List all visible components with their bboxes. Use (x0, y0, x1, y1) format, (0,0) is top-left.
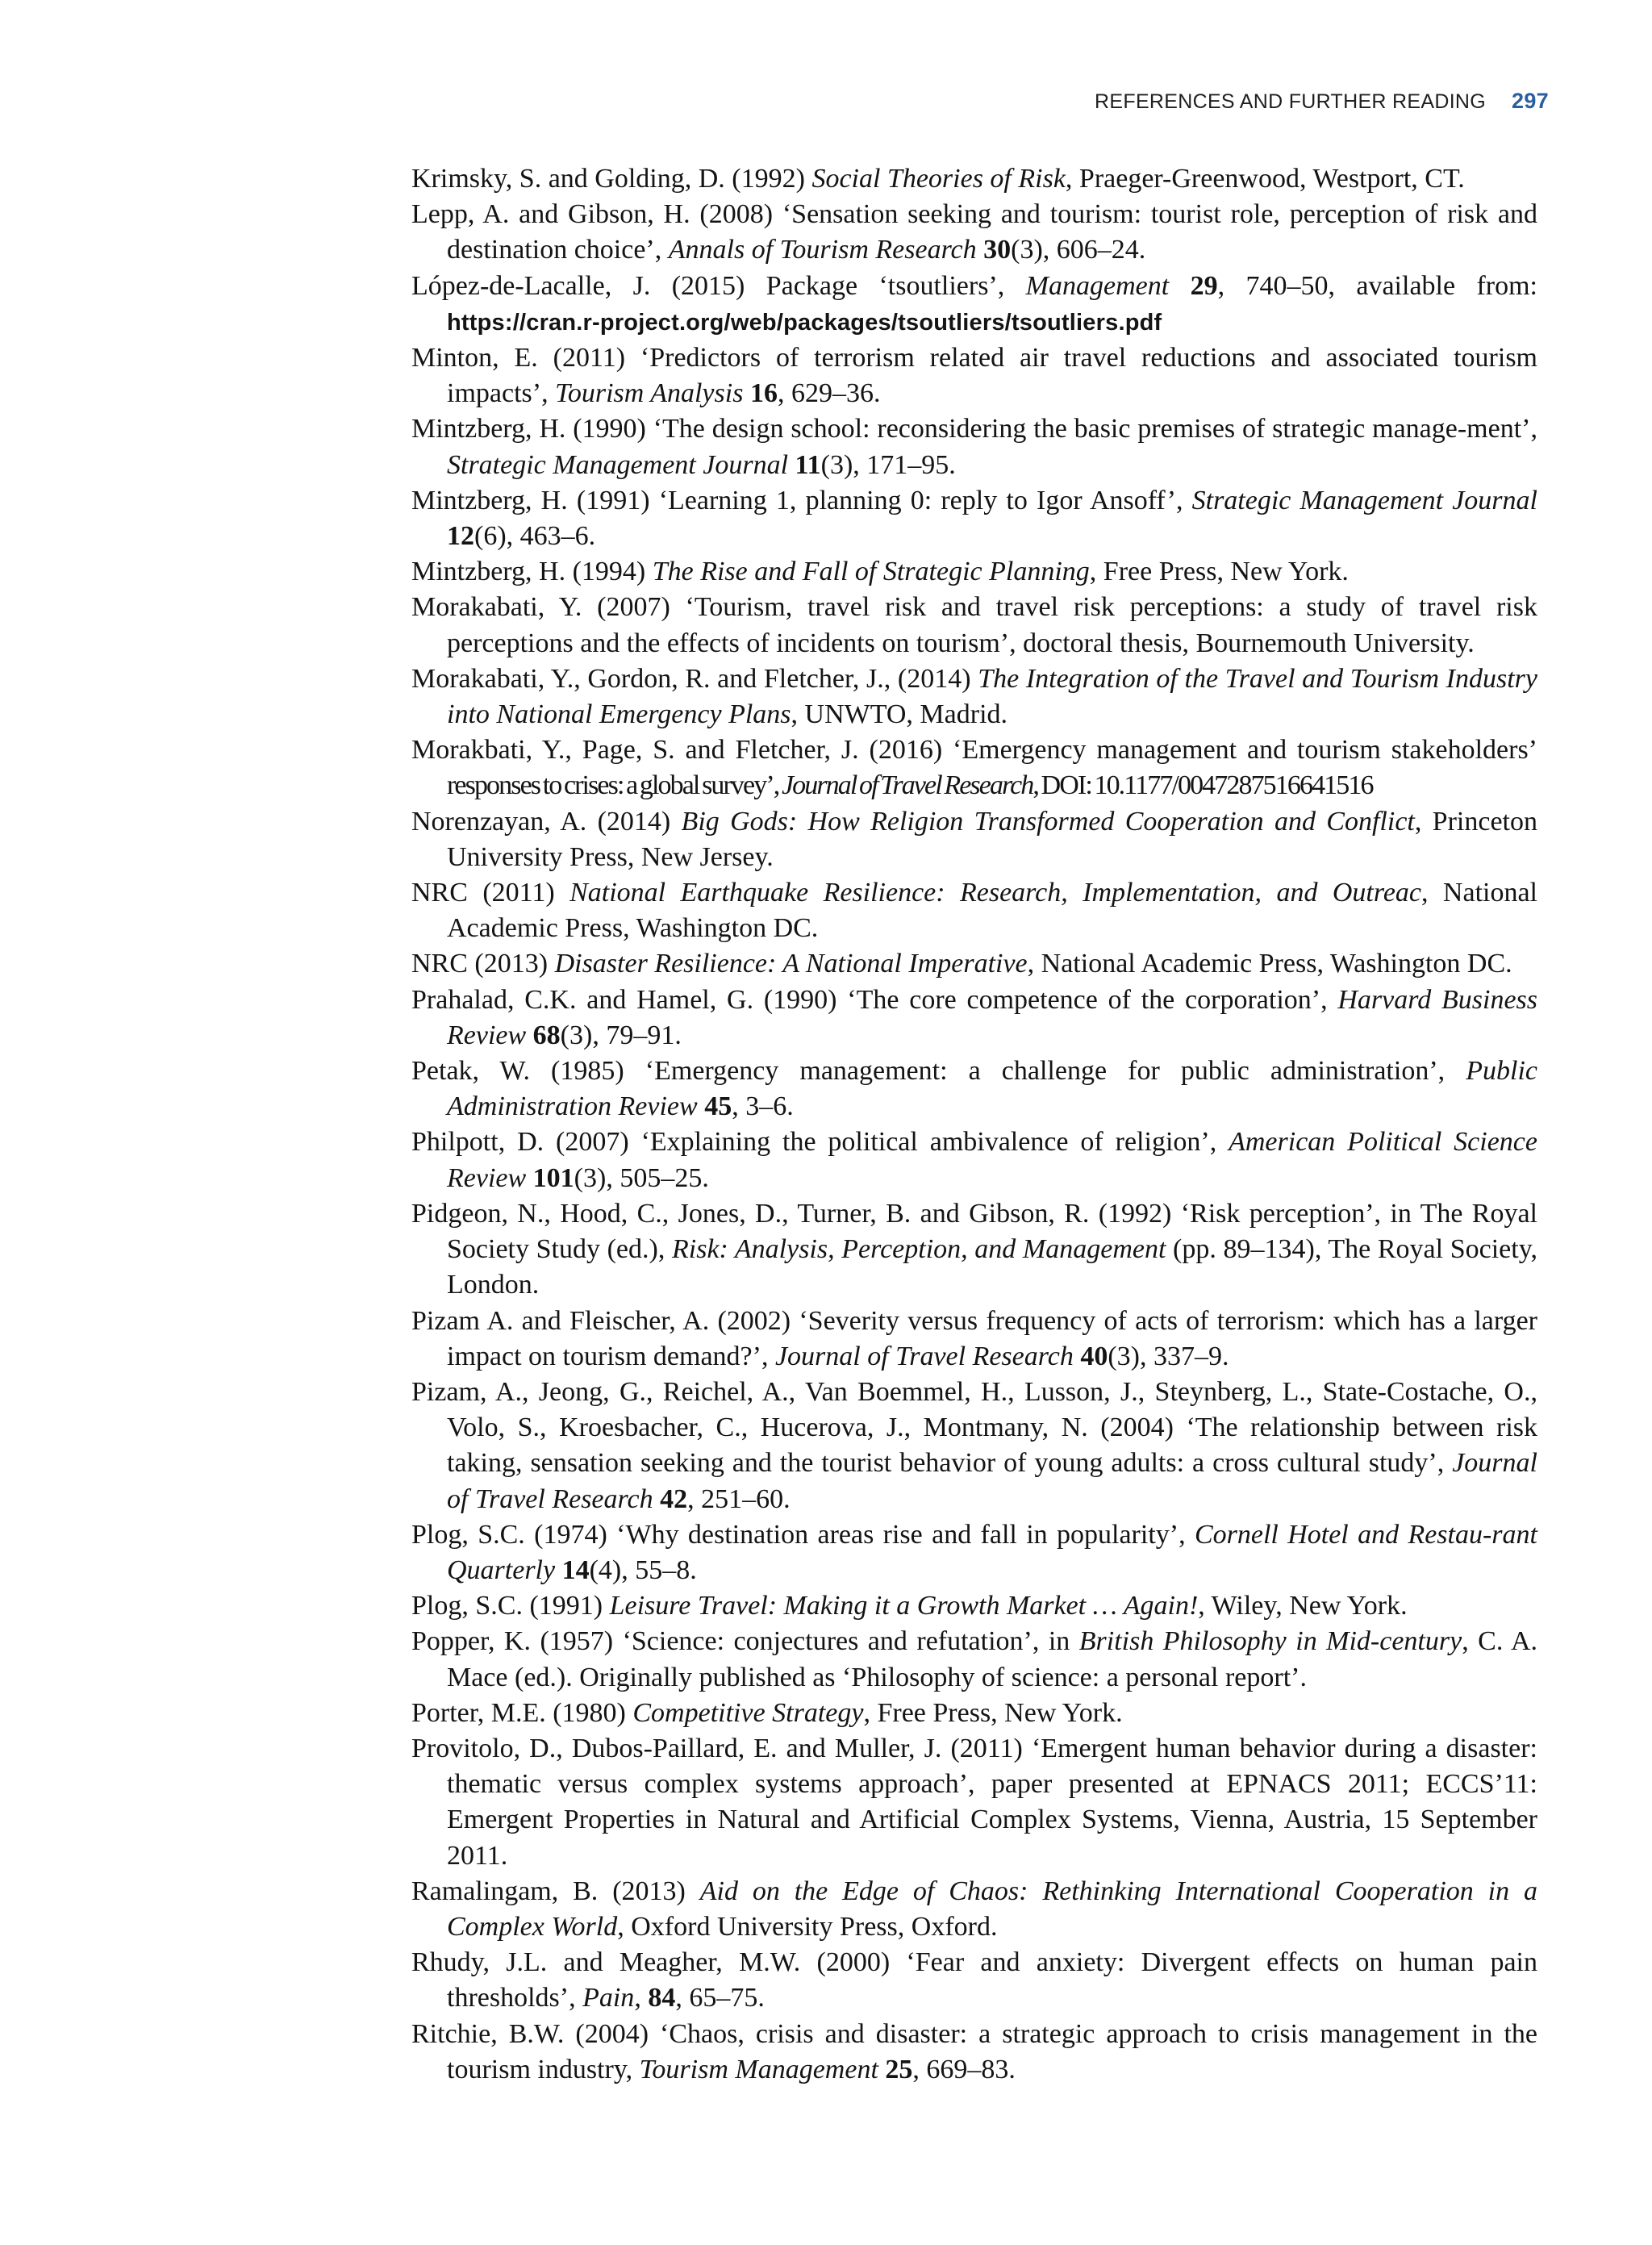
reference-text: , DOI: 10.1177/0047287516641516 (1032, 770, 1373, 801)
reference-text: Morakabati, Y., Gordon, R. and Fletcher, J., (2014) (411, 663, 978, 694)
reference-text: responses to crises: a global survey’, (447, 770, 782, 801)
reference-entry-philpott (411, 1125, 1537, 1196)
page-number: 297 (1512, 89, 1549, 113)
reference-volume: 68 (532, 1020, 561, 1050)
reference-title: Big Gods: How Religion Transformed Cooperation and Conflict (681, 806, 1415, 837)
reference-entry-nrc2011 (411, 875, 1537, 946)
reference-entry-pidgeon (411, 1196, 1537, 1304)
reference-text: , Wiley, New York. (1198, 1591, 1408, 1621)
reference-volume: 11 (795, 449, 821, 480)
reference-entry-mintzberg1994 (411, 554, 1537, 590)
reference-text: Mintzberg, H. (1991) ‘Learning 1, planning 0: reply to Igor Ansoff’, (411, 485, 1192, 515)
reference-text: Lepp, A. and Gibson, H. (2008) ‘Sensation seeking and tourism: tourist role, perception of risk and destination choice’, (411, 199, 1537, 265)
reference-title: Pain (582, 1983, 635, 2013)
reference-text: (3), 171–95. (820, 449, 956, 480)
reference-title: The Integration of the Travel and Tourism Industry into National Emergency Plans (447, 663, 1537, 730)
reference-text: Mintzberg, H. (1994) (411, 557, 653, 587)
reference-text: Pizam, A., Jeong, G., Reichel, A., Van Boemmel, H., Lusson, J., Steynberg, L., State-Costache, O., Volo, S., Kroesbacher, C., Hucerova, J., Montmany, N. (2004) ‘The relationship between risk taking, sensation seeking and the tourist behavior of young adults: a cross cultural study’, (411, 1376, 1537, 1479)
reference-title: Journal of Travel Research (781, 770, 1033, 801)
reference-text: Petak, W. (1985) ‘Emergency management: a challenge for public administration’, (411, 1056, 1466, 1087)
reference-list (411, 161, 1537, 2088)
reference-entry-rhudy (411, 1945, 1537, 2016)
reference-entry-mintzberg1990 (411, 411, 1537, 482)
reference-entry-ritchie (411, 2017, 1537, 2088)
reference-text (555, 1555, 562, 1585)
reference-text: (3), 606–24. (1011, 235, 1146, 265)
reference-text: (pp. 89–134), The Royal Society, London. (447, 1234, 1537, 1300)
reference-entry-provitolo (411, 1731, 1537, 1874)
reference-text: , 669–83. (912, 2054, 1016, 2084)
reference-entry-porter (411, 1696, 1537, 1731)
reference-text: , (634, 1983, 649, 2013)
reference-volume: 29 (1190, 270, 1218, 301)
reference-volume: 12 (447, 521, 474, 552)
reference-text: , Free Press, New York. (1089, 557, 1349, 587)
reference-text: Pizam A. and Fleischer, A. (2002) ‘Severity versus frequency of acts of terrorism: which has a larger impact on tourism demand?’, (411, 1305, 1537, 1371)
reference-title: Competitive Strategy (632, 1697, 864, 1728)
reference-text: Plog, S.C. (1974) ‘Why destination areas rise and fall in popularity’, (411, 1519, 1195, 1550)
reference-entry-ramalingam (411, 1874, 1537, 1945)
reference-entry-prahalad (411, 983, 1537, 1054)
reference-title: Journal of Travel Research (774, 1341, 1074, 1371)
reference-volume: 25 (885, 2054, 913, 2084)
reference-text: Ramalingam, B. (2013) (411, 1876, 700, 1906)
reference-text: , National Academic Press, Washington DC. (447, 878, 1537, 944)
reference-volume: 84 (648, 1983, 676, 2013)
reference-text (653, 1484, 661, 1514)
reference-entry-morakbati2016 (411, 732, 1537, 803)
reference-text: Plog, S.C. (1991) (411, 1591, 610, 1621)
reference-text: NRC (2013) (411, 949, 555, 979)
reference-volume: 42 (660, 1483, 688, 1514)
reference-title: Annals of Tourism Research (668, 235, 977, 265)
reference-volume: 14 (561, 1554, 590, 1585)
reference-text: Pidgeon, N., Hood, C., Jones, D., Turner, B. and Gibson, R. (1992) ‘Risk perception’, in The Royal Society Study (ed.), (411, 1198, 1537, 1265)
reference-volume: 16 (749, 378, 778, 409)
reference-title: Strategic Management Journal (1191, 485, 1537, 515)
reference-text: NRC (2011) (411, 878, 570, 908)
reference-title: National Earthquake Resilience: Research, Implementation, and Outreac (569, 878, 1422, 908)
reference-entry-pizam2002 (411, 1304, 1537, 1375)
reference-text: , Praeger-Greenwood, Westport, CT. (1065, 164, 1465, 194)
reference-text: , 740–50, available from: (1217, 270, 1538, 301)
reference-text: Ritchie, B.W. (2004) ‘Chaos, crisis and disaster: a strategic approach to crisis management in the tourism industry, (411, 2018, 1537, 2084)
reference-entry-mintzberg1991 (411, 483, 1537, 554)
reference-text (1169, 271, 1190, 301)
reference-title: Tourism Analysis (555, 378, 744, 409)
reference-volume: 45 (704, 1091, 732, 1122)
reference-text: Popper, K. (1957) ‘Science: conjectures and refutation’, in (411, 1626, 1079, 1657)
reference-text (977, 235, 984, 265)
reference-text: , 629–36. (777, 378, 881, 409)
reference-entry-pizam2004 (411, 1375, 1537, 1517)
reference-title: Disaster Resilience: A National Imperative (554, 949, 1028, 979)
reference-text: , Free Press, New York. (863, 1697, 1123, 1728)
reference-title: Social Theories of Risk (811, 164, 1066, 194)
reference-text: , 3–6. (732, 1091, 794, 1122)
reference-text: Minton, E. (2011) ‘Predictors of terrorism related air travel reductions and associated tourism impacts’, (411, 343, 1537, 409)
reference-title: Strategic Management Journal (447, 449, 789, 480)
reference-text: (4), 55–8. (589, 1554, 697, 1585)
reference-entry-minton (411, 340, 1537, 411)
reference-title: Cornell Hotel and Restau-rant Quarterly (447, 1519, 1537, 1585)
reference-entry-lopez (411, 269, 1537, 340)
reference-text: , 251–60. (687, 1483, 791, 1514)
reference-text: Rhudy, J.L. and Meagher, M.W. (2000) ‘Fear and anxiety: Divergent effects on human pain thresholds’, (411, 1947, 1537, 2013)
reference-entry-norenzayan (411, 804, 1537, 875)
reference-text: Krimsky, S. and Golding, D. (1992) (411, 164, 812, 194)
reference-text: Norenzayan, A. (2014) (411, 806, 682, 837)
reference-text (743, 378, 750, 408)
reference-text (698, 1091, 705, 1121)
reference-entry-nrc2013 (411, 946, 1537, 982)
reference-text (526, 1020, 533, 1050)
reference-text: Mintzberg, H. (1990) ‘The design school: reconsidering the basic premises of strategic manage-ment’, (411, 414, 1537, 444)
reference-title: Journal of Travel Research (447, 1448, 1537, 1514)
reference-text: , National Academic Press, Washington DC. (1027, 949, 1512, 979)
reference-title: Management (1025, 270, 1170, 301)
running-header (1095, 89, 1549, 114)
reference-title: American Political Science Review (447, 1127, 1537, 1193)
reference-text (526, 1163, 533, 1193)
reference-text: Philpott, D. (2007) ‘Explaining the political ambivalence of religion’, (411, 1127, 1229, 1158)
running-title: REFERENCES AND FURTHER READING (1095, 90, 1487, 113)
reference-title: Risk: Analysis, Perception, and Management (672, 1234, 1166, 1265)
reference-text: López-de-Lacalle, J. (2015) Package ‘tsoutliers’, (411, 270, 1026, 301)
reference-title: Public Administration Review (447, 1056, 1537, 1122)
reference-text: (3), 337–9. (1108, 1341, 1229, 1371)
reference-text: , C. A. Mace (ed.). Originally published as ‘Philosophy of science: a personal report’. (447, 1626, 1537, 1692)
reference-entry-plog1974 (411, 1517, 1537, 1588)
reference-title: Tourism Management (639, 2054, 878, 2084)
reference-title: British Philosophy in Mid-century (1078, 1626, 1462, 1657)
reference-title: Harvard Business Review (447, 984, 1537, 1050)
reference-text: , 65–75. (675, 1983, 765, 2013)
reference-text: (6), 463–6. (474, 521, 596, 552)
reference-text: (3), 79–91. (560, 1020, 682, 1050)
reference-text: Porter, M.E. (1980) (411, 1697, 633, 1728)
reference-text: (3), 505–25. (574, 1162, 709, 1193)
reference-text: Morakabati, Y. (2007) ‘Tourism, travel risk and travel risk perceptions: a study of travel risk perceptions and the effects of incidents on tourism’, doctoral thesis, Bournemouth University. (411, 592, 1537, 658)
reference-title: Leisure Travel: Making it a Growth Market … Again! (609, 1591, 1199, 1621)
reference-volume: 40 (1080, 1341, 1108, 1371)
reference-text: Morakbati, Y., Page, S. and Fletcher, J. (2016) ‘Emergency management and tourism stakeholders’ (411, 735, 1537, 766)
reference-entry-plog1991 (411, 1588, 1537, 1624)
reference-entry-morakabati2014 (411, 661, 1537, 732)
reference-text: Provitolo, D., Dubos-Paillard, E. and Muller, J. (2011) ‘Emergent human behavior during a disaster: thematic versus complex systems approach’, paper presented at EPNACS 2011; ECCS’11: Emergent Properties in Natural and Artificial Complex Systems, Vienna, Austria, 15 September 2011. (411, 1733, 1537, 1871)
reference-text: , UNWTO, Madrid. (791, 699, 1008, 730)
reference-entry-popper (411, 1624, 1537, 1695)
reference-url: https://cran.r-project.org/web/packages/tsoutliers/tsoutliers.pdf (447, 309, 1162, 336)
reference-text (788, 450, 795, 480)
reference-title: Aid on the Edge of Chaos: Rethinking International Cooperation in a Complex World (447, 1876, 1537, 1942)
reference-text: , Princeton University Press, New Jersey. (447, 806, 1537, 872)
reference-text: , Oxford University Press, Oxford. (617, 1911, 998, 1942)
reference-volume: 101 (532, 1162, 574, 1193)
reference-text: Prahalad, C.K. and Hamel, G. (1990) ‘The core competence of the corporation’, (411, 984, 1338, 1015)
reference-entry-lepp (411, 197, 1537, 268)
reference-volume: 30 (983, 235, 1012, 265)
reference-entry-morakabati2007 (411, 590, 1537, 661)
reference-entry-krimsky (411, 161, 1537, 197)
reference-title: The Rise and Fall of Strategic Planning (652, 557, 1090, 587)
reference-entry-petak (411, 1054, 1537, 1125)
